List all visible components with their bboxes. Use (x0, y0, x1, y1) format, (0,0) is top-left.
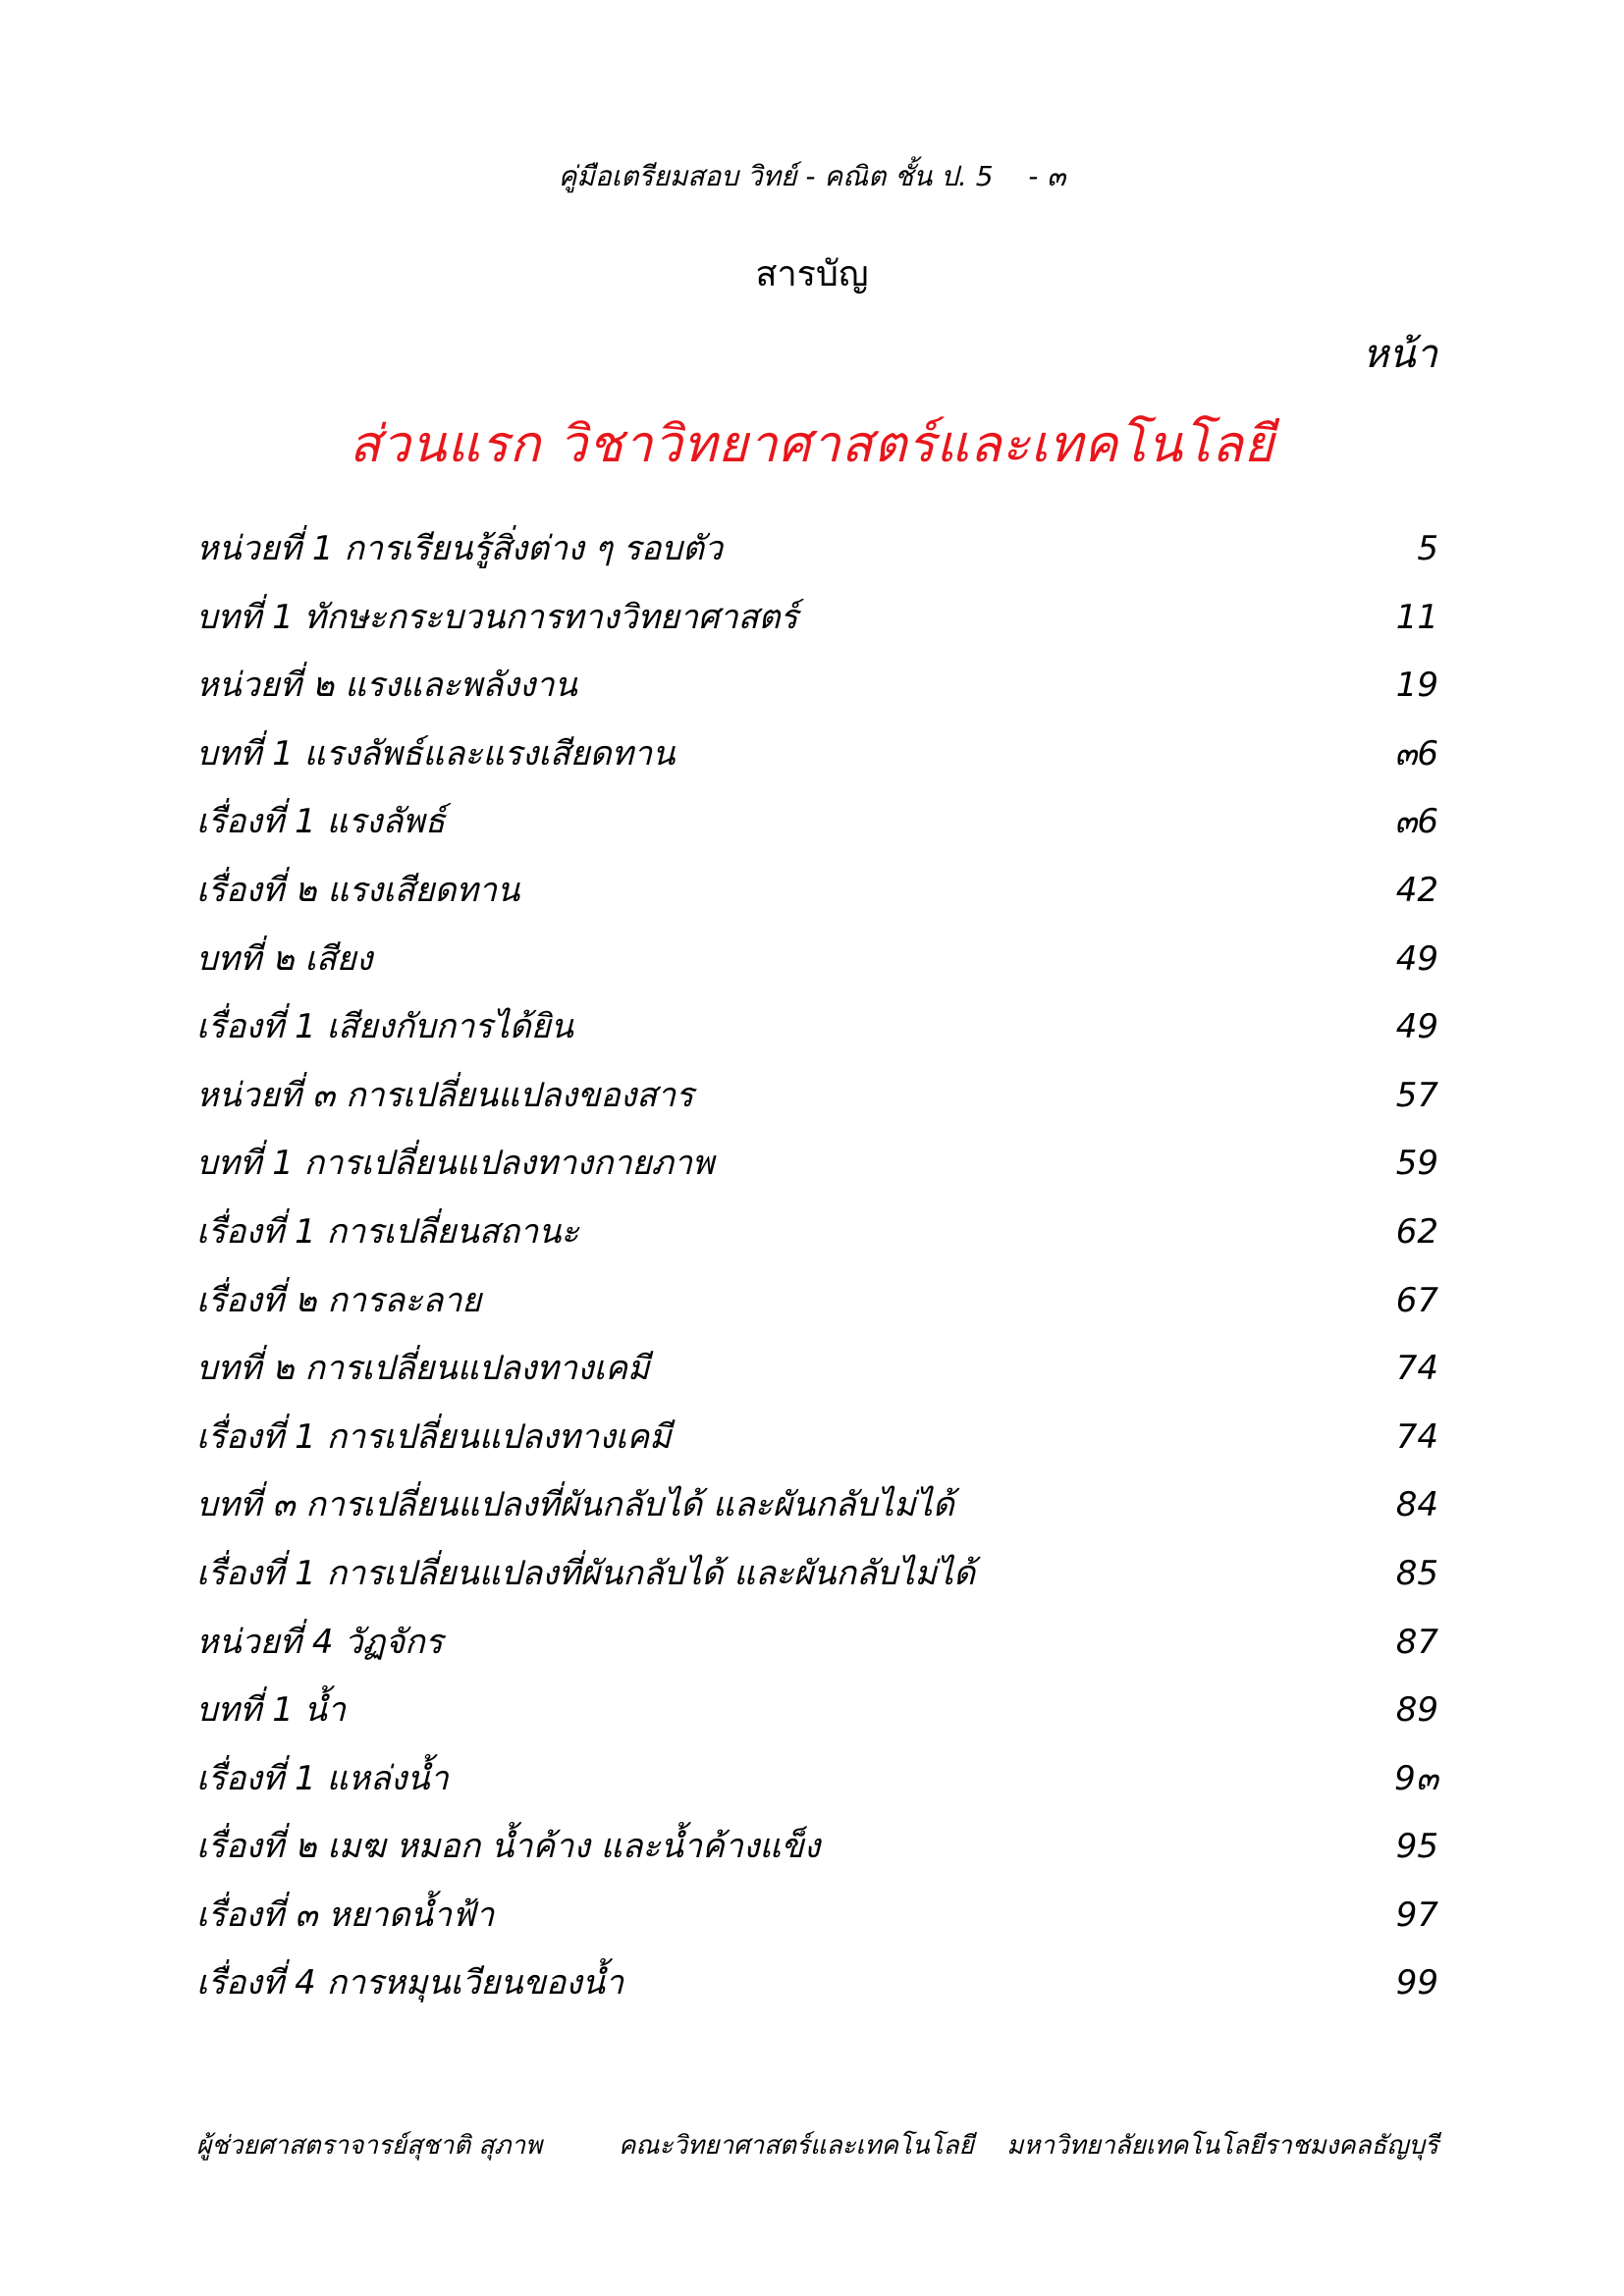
toc-entry (196, 721, 1438, 789)
toc-entry (196, 1471, 1438, 1540)
footer-author: ผู้ช่วยศาสตราจารย์สุชาติ สุภาพ (196, 2131, 543, 2161)
toc-entry-label: บทที่ ๒ การเปลี่ยนแปลงทางเคมี (196, 1349, 650, 1389)
toc-entry-label: เรื่องที่ ๒ การละลาย (196, 1280, 482, 1320)
toc-entry-label: หน่วยที่ ๒ แรงและพลังงาน (196, 666, 577, 706)
toc-entry-label: หน่วยที่ 4 วัฏจักร (196, 1622, 444, 1662)
toc-entry (196, 1677, 1438, 1745)
toc-entry-label: บทที่ 1 แรงลัพธ์และแรงเสียดทาน (196, 733, 676, 774)
toc-entry-page: 62 (1395, 1211, 1438, 1252)
toc-entry-label: เรื่องที่ 1 แหล่งน้ำ (196, 1758, 449, 1798)
toc-entry (196, 515, 1438, 584)
footer-faculty: คณะวิทยาศาสตร์และเทคโนโลยี (619, 2131, 974, 2161)
toc-entry (196, 1540, 1438, 1609)
toc-entry-label: บทที่ ๓ การเปลี่ยนแปลงที่ผันกลับได้ และผันกลับไม่ได้ (196, 1485, 954, 1525)
toc-entry-page: 74 (1395, 1349, 1438, 1389)
toc-entry-label: เรื่องที่ 1 เสียงกับการได้ยิน (196, 1007, 573, 1047)
toc-entry-page: 74 (1395, 1416, 1438, 1457)
toc-entry-page: ๓6 (1394, 802, 1438, 842)
toc-entry-label: หน่วยที่ ๓ การเปลี่ยนแปลงของสาร (196, 1075, 694, 1115)
toc-entry-label: เรื่องที่ 1 การเปลี่ยนแปลงทางเคมี (196, 1416, 672, 1457)
footer-university: มหาวิทยาลัยเทคโนโลยีราชมงคลธัญบุรี (1006, 2131, 1438, 2161)
toc-entry-page: 57 (1395, 1075, 1438, 1115)
toc-entry-label: เรื่องที่ ๒ แรงเสียดทาน (196, 870, 520, 910)
toc-entry-page: 42 (1395, 870, 1438, 910)
toc-entry-label: บทที่ 1 ทักษะกระบวนการทางวิทยาศาสตร์ (196, 597, 798, 637)
toc-entry (196, 1609, 1438, 1678)
toc-entry-page: 95 (1395, 1827, 1438, 1867)
toc-entry-page: 67 (1395, 1280, 1438, 1320)
toc-entry (196, 788, 1438, 857)
page-column-label: หน้า (1362, 332, 1437, 377)
toc-entry (196, 1267, 1438, 1336)
toc-entry-page: ๓6 (1394, 733, 1438, 774)
toc-entry-label: บทที่ ๒ เสียง (196, 938, 373, 979)
toc-entry-label: เรื่องที่ ๒ เมฆ หมอก น้ำค้าง และน้ำค้างแข็ง (196, 1827, 821, 1867)
toc-entry-label: เรื่องที่ 4 การหมุนเวียนของน้ำ (196, 1963, 624, 2003)
toc-entry-label: บทที่ 1 การเปลี่ยนแปลงทางกายภาพ (196, 1144, 715, 1184)
toc-entry-page: 49 (1395, 938, 1438, 979)
toc-entry-page: 99 (1395, 1963, 1438, 2003)
toc-entry (196, 1882, 1438, 1950)
toc-entry-label: บทที่ 1 น้ำ (196, 1690, 346, 1731)
toc-entry-page: 89 (1395, 1690, 1438, 1731)
toc-entry-page: 97 (1395, 1895, 1438, 1935)
toc-entry (196, 993, 1438, 1062)
toc-entry (196, 857, 1438, 926)
toc-entry-label: เรื่องที่ 1 การเปลี่ยนสถานะ (196, 1211, 579, 1252)
toc-entry (196, 1130, 1438, 1199)
toc-entry (196, 1813, 1438, 1882)
toc-entry (196, 652, 1438, 721)
toc-entry-page: 87 (1395, 1622, 1438, 1662)
toc-entry (196, 926, 1438, 994)
page-footer (196, 2125, 1438, 2164)
toc-entry-page: 59 (1395, 1144, 1438, 1184)
toc-entry (196, 1199, 1438, 1267)
toc-entry-label: เรื่องที่ 1 แรงลัพธ์ (196, 802, 446, 842)
toc-entry-label: เรื่องที่ ๓ หยาดน้ำฟ้า (196, 1895, 495, 1935)
toc-entry-page: 5 (1417, 529, 1438, 568)
toc-entry (196, 1404, 1438, 1472)
toc-entry (196, 1949, 1438, 2018)
toc-entry (196, 1062, 1438, 1131)
toc-entry (196, 1335, 1438, 1404)
toc-entry-page: 49 (1395, 1007, 1438, 1047)
toc-entry-page: 84 (1395, 1485, 1438, 1525)
toc-entry-page: 9๓ (1394, 1758, 1438, 1798)
toc-entry-label: หน่วยที่ 1 การเรียนรู้สิ่งต่าง ๆ รอบตัว (196, 529, 724, 568)
table-of-contents (196, 515, 1438, 2018)
toc-heading: สารบัญ (755, 254, 869, 294)
toc-entry (196, 1745, 1438, 1814)
toc-entry-label: เรื่องที่ 1 การเปลี่ยนแปลงที่ผันกลับได้ และผันกลับไม่ได้ (196, 1553, 976, 1593)
running-header: คู่มือเตรียมสอบ วิทย์ - คณิต ชั้น ป. 5 - ๓ (558, 160, 1066, 192)
toc-entry-page: 85 (1395, 1553, 1438, 1593)
toc-entry-page: 19 (1395, 666, 1438, 706)
section-title: ส่วนแรก วิชาวิทยาศาสตร์และเทคโนโลยี (349, 415, 1275, 474)
toc-entry-page: 11 (1395, 597, 1438, 637)
toc-entry (196, 584, 1438, 653)
